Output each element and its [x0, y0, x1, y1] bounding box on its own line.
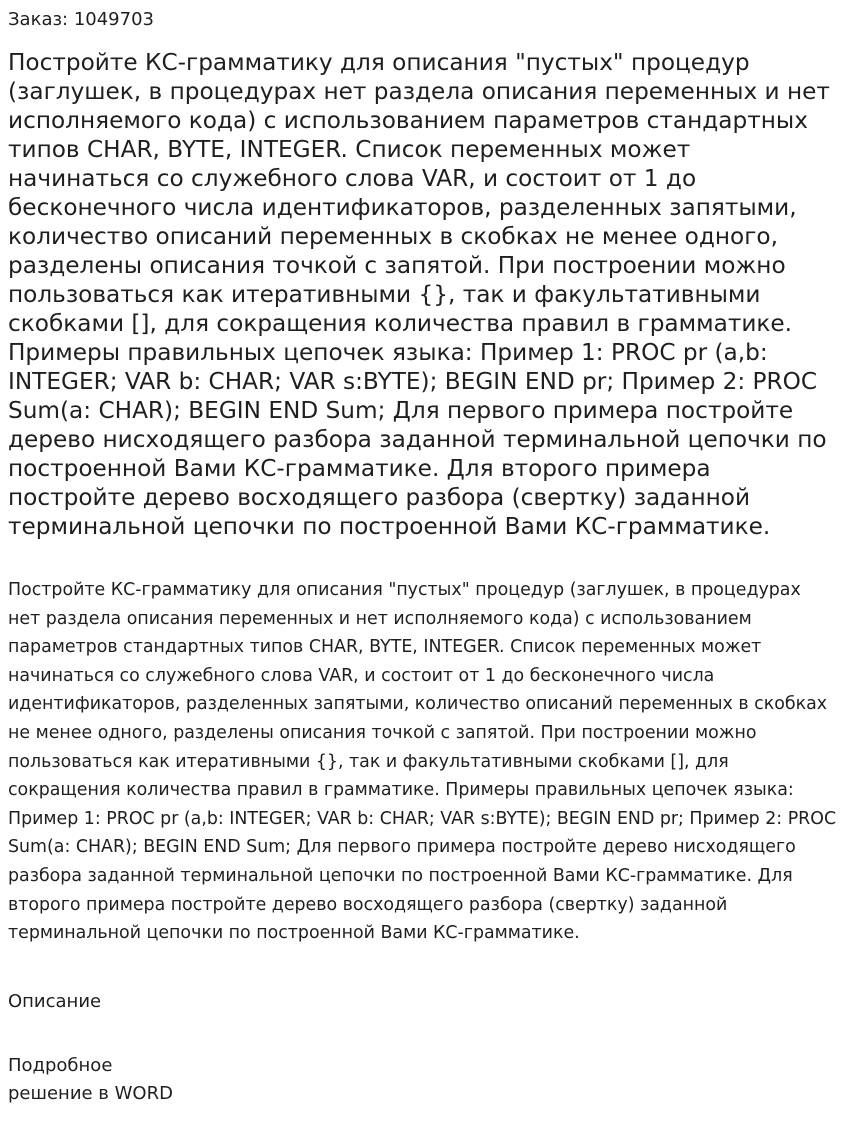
- order-number: Заказ: 1049703: [8, 9, 154, 30]
- task-description: Постройте КС-грамматику для описания "пустых" процедур (заглушек, в процедурах нет раздела описания переменных и нет исполняемого кода) с использованием параметров стандартных типов CHAR, BYTE, INTEGER. Список переменных может начинаться со служебного слова VAR, и состоит от 1 до бесконечного числа идентификаторов, разделенных запятыми, количество описаний переменных в скобках не менее одного, разделены описания точкой с запятой. При построении можно пользоваться как итеративными {}, так и факультативными скобками [], для сокращения количества правил в грамматике. Примеры правильных цепочек языка: Пример 1: PROC pr (a,b: INTEGER; VAR b: CHAR; VAR s:BYTE); BEGIN END pr; Пример 2: PROC Sum(a: CHAR); BEGIN END Sum; Для первого примера постройте дерево нисходящего разбора заданной терминальной цепочки по построенной Вами КС-грамматике. Для второго примера постройте дерево восходящего разбора (свертку) заданной терминальной цепочки по построенной Вами КС-грамматике.: [8, 580, 837, 944]
- solution-note: [8, 1052, 173, 1108]
- task-title: Постройте КС-грамматику для описания "пустых" процедур (заглушек, в процедурах нет раздела описания переменных и нет исполняемого кода) с использованием параметров стандартных типов CHAR, BYTE, INTEGER. Список переменных может начинаться со служебного слова VAR, и состоит от 1 до бесконечного числа идентификаторов, разделенных запятыми, количество описаний переменных в скобках не менее одного, разделены описания точкой с запятой. При построении можно пользоваться как итеративными {}, так и факультативными скобками [], для сокращения количества правил в грамматике. Примеры правильных цепочек языка: Пример 1: PROC pr (a,b: INTEGER; VAR b: CHAR; VAR s:BYTE); BEGIN END pr; Пример 2: PROC Sum(a: CHAR); BEGIN END Sum; Для первого примера постройте дерево нисходящего разбора заданной терминальной цепочки по построенной Вами КС-грамматике. Для второго примера постройте дерево восходящего разбора (свертку) заданной терминальной цепочки по построенной Вами КС-грамматике.: [8, 49, 830, 540]
- solution-line-2: решение в WORD: [8, 1083, 173, 1104]
- solution-line-1: Подробное: [8, 1055, 113, 1076]
- description-label: Описание: [8, 991, 102, 1012]
